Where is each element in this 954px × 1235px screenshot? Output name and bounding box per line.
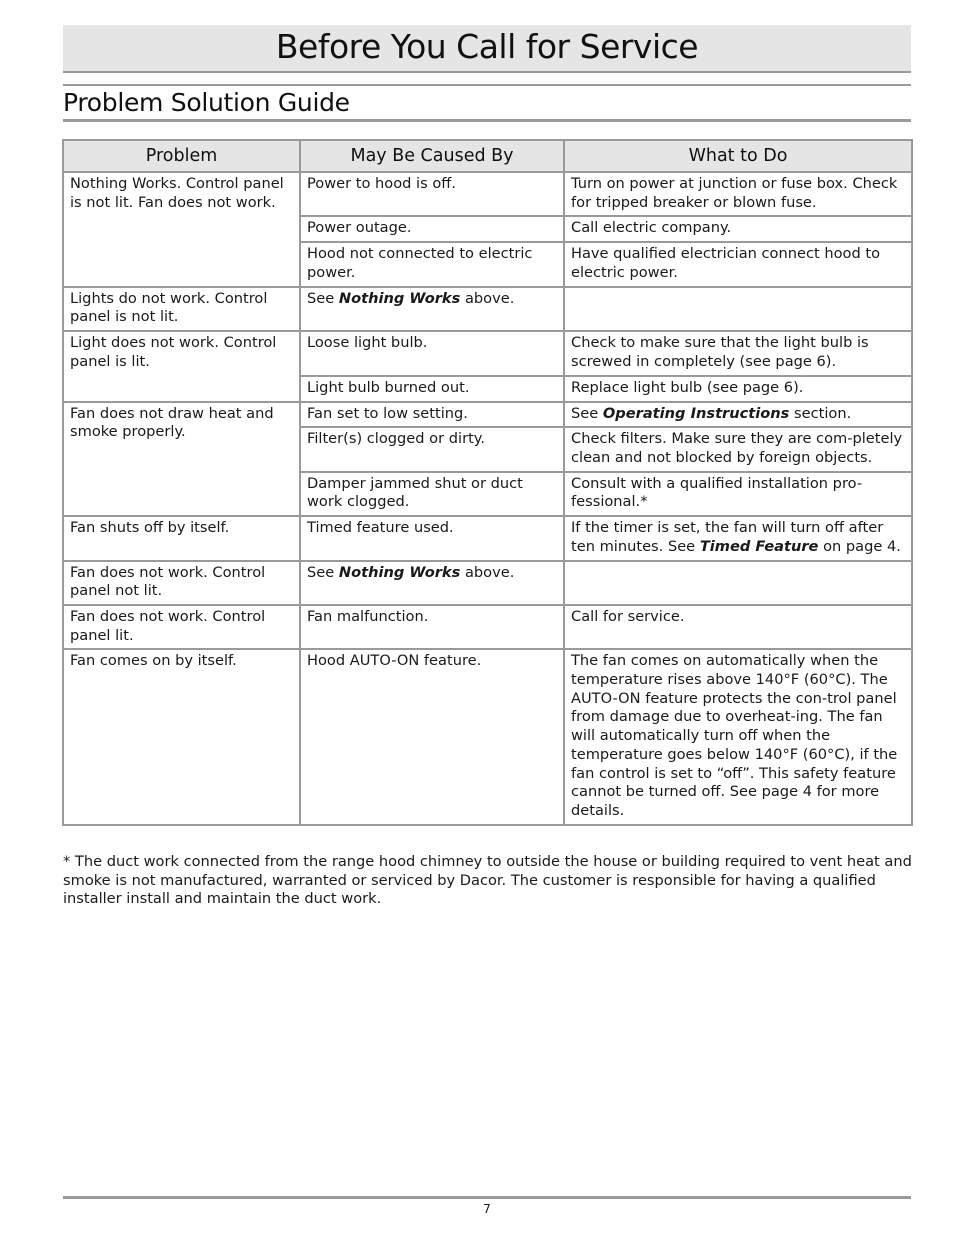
solution-cell: Consult with a qualified installation pro-fessional.* <box>564 472 912 516</box>
page-title: Before You Call for Service <box>275 27 699 66</box>
cause-cell: Fan malfunction. <box>300 605 564 649</box>
problem-cell: Light does not work. Control panel is lit. <box>63 331 300 402</box>
cause-text: above. <box>460 563 515 581</box>
solution-text: on page 4. <box>818 537 901 555</box>
section-title: Problem Solution Guide <box>63 88 350 117</box>
header-cause: May Be Caused By <box>300 140 564 172</box>
table-row <box>63 516 912 560</box>
table-row <box>63 287 912 331</box>
reference-nothing-works: Nothing Works <box>338 563 461 581</box>
section-header <box>63 84 911 122</box>
cause-cell: Timed feature used. <box>300 516 564 560</box>
problem-cell: Fan comes on by itself. <box>63 649 300 824</box>
cause-text: above. <box>460 289 515 307</box>
reference-timed-feature: Timed Feature <box>699 537 819 555</box>
solution-cell: Check to make sure that the light bulb is screwed in completely (see page 6). <box>564 331 912 376</box>
cause-cell: Light bulb burned out. <box>300 376 564 402</box>
solution-cell-empty <box>564 287 912 331</box>
cause-cell: Hood AUTO-ON feature. <box>300 649 564 824</box>
cause-cell <box>300 561 564 605</box>
solution-text: section. <box>789 404 852 422</box>
table-row <box>63 649 912 824</box>
problem-cell: Nothing Works. Control panel is not lit. Fan does not work. <box>63 172 300 287</box>
problem-cell: Fan does not draw heat and smoke properly. <box>63 402 300 517</box>
problem-cell: Fan shuts off by itself. <box>63 516 300 560</box>
problem-cell: Lights do not work. Control panel is not lit. <box>63 287 300 331</box>
table-row <box>63 561 912 605</box>
table-row <box>63 605 912 649</box>
solution-cell <box>564 516 912 560</box>
solution-cell <box>564 402 912 428</box>
table-row <box>63 172 912 216</box>
problem-cell: Fan does not work. Control panel lit. <box>63 605 300 649</box>
page-number: 7 <box>483 1202 491 1216</box>
reference-nothing-works: Nothing Works <box>338 289 461 307</box>
table-row <box>63 331 912 376</box>
bottom-divider <box>63 1196 911 1199</box>
solution-cell: Call electric company. <box>564 216 912 242</box>
solution-text: If the timer is set, the fan will turn off after ten minutes. See <box>571 519 884 555</box>
cause-cell: Fan set to low setting. <box>300 402 564 428</box>
problem-solution-table <box>62 139 913 826</box>
table-row <box>63 402 912 428</box>
cause-cell: Hood not connected to electric power. <box>300 242 564 286</box>
solution-cell: Check filters. Make sure they are com-pletely clean and not blocked by foreign objects. <box>564 427 912 471</box>
solution-cell: The fan comes on automatically when the temperature rises above 140°F (60°C). The AUTO-ON feature protects the con-trol panel from damage due to overheat-ing. The fan will automatically turn off when the temperature goes below 140°F (60°C), if the fan control is set to “off”. This safety feature cannot be turned off. See page 4 for more details. <box>564 649 912 824</box>
cause-cell: Power to hood is off. <box>300 172 564 216</box>
solution-text: See <box>571 404 603 422</box>
cause-cell: Filter(s) clogged or dirty. <box>300 427 564 471</box>
header-solution: What to Do <box>564 140 912 172</box>
cause-cell: Damper jammed shut or duct work clogged. <box>300 472 564 516</box>
cause-cell: Power outage. <box>300 216 564 242</box>
solution-cell: Have qualified electrician connect hood to electric power. <box>564 242 912 286</box>
solution-cell: Turn on power at junction or fuse box. Check for tripped breaker or blown fuse. <box>564 172 912 216</box>
solution-cell: Call for service. <box>564 605 912 649</box>
solution-cell-empty <box>564 561 912 605</box>
cause-text: See <box>307 563 339 581</box>
page-title-bar <box>63 25 911 73</box>
cause-cell <box>300 287 564 331</box>
cause-cell: Loose light bulb. <box>300 331 564 376</box>
header-problem: Problem <box>63 140 300 172</box>
problem-cell: Fan does not work. Control panel not lit. <box>63 561 300 605</box>
cause-text: See <box>307 289 339 307</box>
reference-operating-instructions: Operating Instructions <box>602 404 790 422</box>
table-header-row <box>63 140 912 172</box>
solution-cell: Replace light bulb (see page 6). <box>564 376 912 402</box>
footnote: * The duct work connected from the range hood chimney to outside the house or building required to vent heat and smoke is not manufactured, warranted or serviced by Dacor. The customer is responsible for having a qualified installer install and maintain the duct work. <box>63 853 912 908</box>
